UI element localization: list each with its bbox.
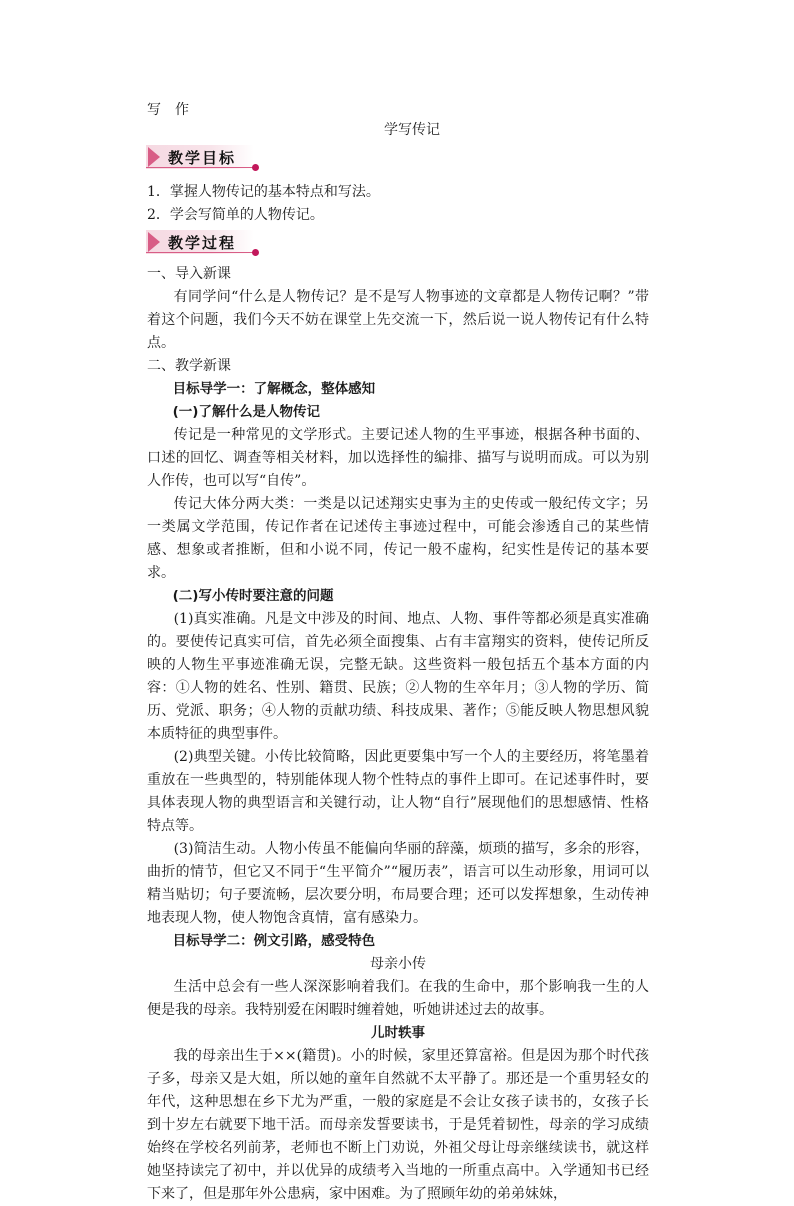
paragraph: 有同学问“什么是人物传记？是不是写人物事迹的文章都是人物传记啊？”带着这个问题，我们今天不妨在课堂上先交流一下，然后说一说人物传记有什么特点。 <box>147 289 649 351</box>
page-title: 学写传记 <box>384 122 440 138</box>
banner-teaching-goals <box>146 145 260 169</box>
paragraph: 我的母亲出生于××(籍贯)。小的时候，家里还算富裕。但是因为那个时代孩子多，母亲又是大姐，所以她的童年自然就不太平静了。那还是一个重男轻女的年代，这种思想在乡下尤为严重，一般的家庭是不会让女孩子读书的，女孩子长到十岁左右就要下地干活。而母亲发誓要读书，于是凭着韧性，母亲的学习成绩始终在学校名列前茅，老师也不断上门劝说，外祖父母让母亲继续读书，就这样她坚持读完了初中，并以优异的成绩考入当地的一所重点高中。入学通知书已经下来了，但是那年外公患病，家中困难。为了照顾年幼的弟弟妹妹， <box>147 1048 649 1202</box>
banner-label: 教学过程 <box>168 234 237 252</box>
goal-heading: 目标导学一：了解概念，整体感知 <box>172 381 376 397</box>
main-body <box>147 263 649 1206</box>
paragraph: (3)简洁生动。人物小传虽不能偏向华丽的辞藻，烦琐的描写，多余的形容，曲折的情节，但它又不同于“生平简介”“履历表”，语言可以生动形象，用词可以精当贴切；句子要流畅，层次要分明，布局要合理；还可以发挥想象，生动传神地表现人物，使人物饱含真情，富有感染力。 <box>147 841 649 926</box>
subsection-heading: (二)写小传时要注意的问题 <box>172 588 334 604</box>
banner-teaching-process <box>146 230 260 254</box>
essay-subtitle: 儿时轶事 <box>371 1025 425 1041</box>
banner-label: 教学目标 <box>168 149 237 167</box>
paragraph: (1)真实准确。凡是文中涉及的时间、地点、人物、事件等都必须是真实准确的。要使传记真实可信，首先必须全面搜集、占有丰富翔实的资料，使传记所反映的人物生平事迹准确无误，完整无缺。这些资料一般包括五个基本方面的内容：①人物的姓名、性别、籍贯、民族；②人物的生卒年月；③人物的学历、简历、党派、职务；④人物的贡献功绩、科技成果、著作；⑤能反映人物思想风貌本质特征的典型事件。 <box>147 611 649 742</box>
banner-dot-icon <box>252 164 259 171</box>
goal-item: 1．掌握人物传记的基本特点和写法。 <box>147 184 380 200</box>
paragraph: 生活中总会有一些人深深影响着我们。在我的生命中，那个影响我一生的人便是我的母亲。我特别爱在闲暇时缠着她，听她讲述过去的故事。 <box>147 979 649 1018</box>
subsection-heading: (一)了解什么是人物传记 <box>172 404 320 420</box>
paragraph: 传记大体分两大类：一类是以记述翔实史事为主的史传或一般纪传文字；另一类属文学范围，传记作者在记述传主事迹过程中，可能会渗透自己的某些情感、想象或者推断，但和小说不同，传记一般不虚构，纪实性是传记的基本要求。 <box>147 496 649 581</box>
section-heading: 一、导入新课 <box>147 266 231 282</box>
section-label: 写 作 <box>147 102 189 118</box>
goal-heading: 目标导学二：例文引路，感受特色 <box>172 933 376 949</box>
goal-item: 2．学会写简单的人物传记。 <box>147 207 324 223</box>
paragraph: 传记是一种常见的文学形式。主要记述人物的生平事迹，根据各种书面的、口述的回忆、调查等相关材料，加以选择性的编排、描写与说明而成。可以为别人作传，也可以写“自传”。 <box>147 427 649 489</box>
banner-dot-icon <box>252 249 259 256</box>
banner-arrow-icon <box>148 232 160 252</box>
section-heading: 二、教学新课 <box>147 358 231 374</box>
essay-title: 母亲小传 <box>370 956 426 972</box>
banner-arrow-icon <box>148 147 160 167</box>
paragraph: (2)典型关键。小传比较简略，因此更要集中写一个人的主要经历，将笔墨着重放在一些典型的，特别能体现人物个性特点的事件上即可。在记述事件时，要具体表现人物的典型语言和关键行动，让人物“自行”展现他们的思想感情、性格特点等。 <box>147 749 649 834</box>
goals-list <box>147 181 649 227</box>
